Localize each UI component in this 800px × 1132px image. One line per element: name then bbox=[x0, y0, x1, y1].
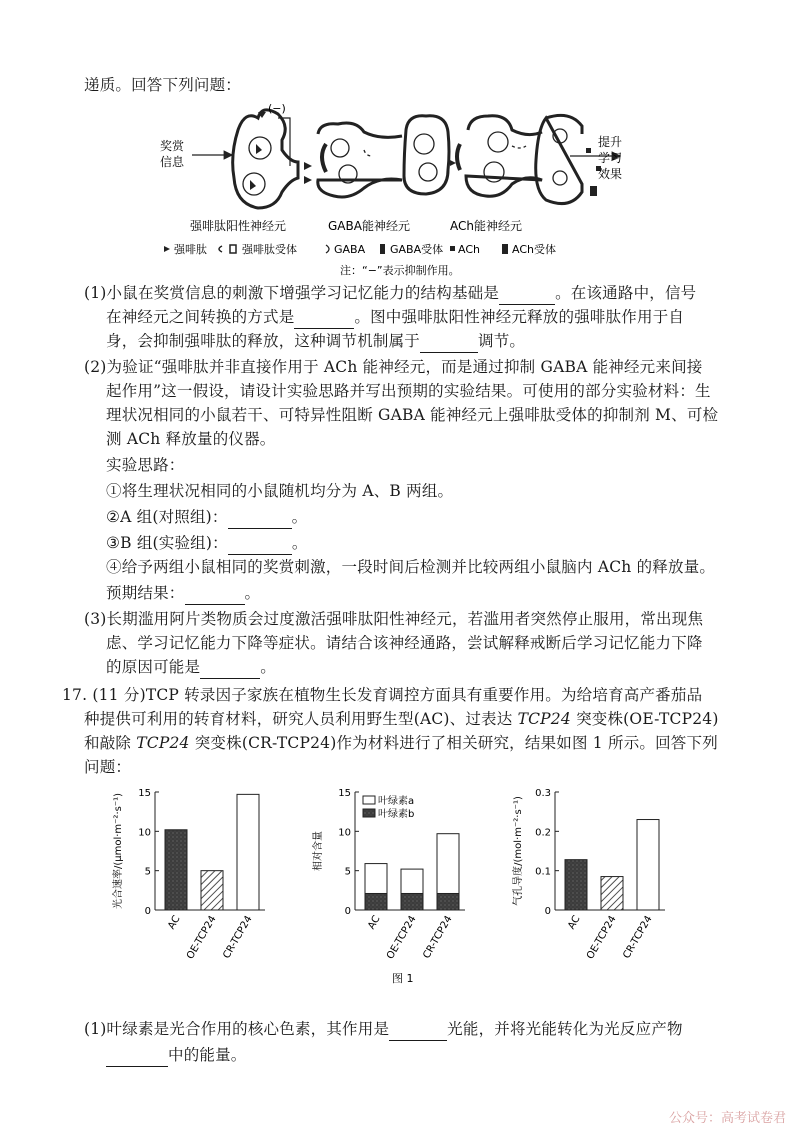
bar-chlorophyll-b bbox=[401, 893, 423, 910]
bar-chlorophyll-b bbox=[437, 893, 459, 910]
x-tick-label: CR-TCP24 bbox=[621, 914, 655, 961]
y-tick-label: 10 bbox=[138, 827, 151, 839]
chart-stomatal-conductance bbox=[511, 788, 665, 961]
q16-part2-line4: 测 ACh 释放量的仪器。 bbox=[106, 430, 276, 448]
neural-pathway-figure bbox=[150, 100, 630, 280]
q16-part2-line6: ①将生理状况相同的小鼠随机均分为 A、B 两组。 bbox=[106, 482, 454, 500]
reward-label-2: 信息 bbox=[160, 155, 185, 169]
x-tick-label: CR-TCP24 bbox=[421, 914, 455, 961]
q16-part3-line2: 虑、学习记忆能力下降等症状。请结合该神经通路，尝试解释戒断后学习记忆能力下降 bbox=[106, 634, 703, 652]
x-tick-label: AC bbox=[166, 914, 183, 932]
neuron-label-ach: ACh能神经元 bbox=[450, 219, 522, 233]
legend-swatch-a bbox=[363, 796, 375, 804]
bar bbox=[637, 820, 659, 910]
q16-part1-line2: 在神经元之间转换的方式是 。图中强啡肽阳性神经元释放的强啡肽作用于自 bbox=[106, 306, 684, 329]
blank-1-2[interactable] bbox=[294, 306, 354, 329]
blank-2-b[interactable] bbox=[228, 532, 292, 555]
y-tick-label: 0 bbox=[344, 906, 351, 917]
x-tick-label: CR-TCP24 bbox=[221, 914, 255, 961]
q16-part2-line2: 起作用”这一假设，请设计实验思路并写出预期的实验结果。可使用的部分实验材料：生 bbox=[106, 382, 711, 400]
legend-gaba: GABA bbox=[334, 243, 366, 256]
bar bbox=[565, 860, 587, 910]
legend-dynorphin: 强啡肽 bbox=[174, 243, 207, 256]
legend-ach-receptor: ACh受体 bbox=[512, 243, 556, 256]
x-tick-label: AC bbox=[566, 914, 583, 932]
legend-label-a: 叶绿素a bbox=[378, 796, 415, 807]
legend-ach: ACh bbox=[458, 243, 480, 256]
y-tick-label: 5 bbox=[144, 866, 151, 878]
ach-neuron bbox=[466, 116, 542, 196]
y-axis-label: 相对含量 bbox=[313, 831, 324, 871]
y-tick-label: 0 bbox=[144, 906, 151, 917]
intro-line: 递质。回答下列问题： bbox=[84, 76, 242, 94]
y-tick-label: 0.1 bbox=[535, 866, 551, 878]
y-tick-label: 0.3 bbox=[535, 788, 551, 799]
bar-chlorophyll-a bbox=[437, 834, 459, 894]
legend-swatch-b bbox=[363, 809, 375, 817]
figure-note: 注：“−”表示抑制作用。 bbox=[340, 264, 460, 277]
q17-line2: 种提供可利用的转育材料，研究人员利用野生型(AC)、过表达 TCP24 突变株(OE-TCP24) bbox=[84, 710, 719, 728]
figure-1-charts bbox=[100, 780, 700, 990]
q16-part2-line8: ③B 组(实验组)： 。 bbox=[106, 532, 308, 555]
outcome-label-3: 效果 bbox=[598, 167, 623, 181]
neuron-label-dynorphin: 强啡肽阳性神经元 bbox=[190, 219, 287, 233]
figure-caption: 图 1 bbox=[392, 972, 414, 985]
x-tick-label: OE-TCP24 bbox=[585, 914, 619, 962]
legend-dynorphin-receptor: 强啡肽受体 bbox=[242, 243, 297, 256]
q17-part1-line2: 中的能量。 bbox=[106, 1044, 247, 1067]
inhibit-mark: (−) bbox=[268, 102, 286, 115]
legend-label-b: 叶绿素b bbox=[378, 809, 415, 820]
q17-part1-line1: (1)叶绿素是光合作用的核心色素，其作用是 光能，并将光能转化为光反应产物 bbox=[84, 1018, 683, 1041]
chart-photosynthesis-rate bbox=[111, 788, 265, 961]
blank-1-3[interactable] bbox=[420, 330, 478, 353]
bar bbox=[237, 794, 259, 910]
reward-label-1: 奖赏 bbox=[160, 139, 185, 153]
gaba-neuron-body bbox=[318, 123, 402, 197]
x-tick-label: AC bbox=[366, 914, 383, 932]
y-axis-label: 气孔导度/(mol·m⁻²·s⁻¹) bbox=[513, 796, 524, 906]
watermark: 公众号：高考试卷君 bbox=[668, 1111, 786, 1126]
q17-line1: 17. (11 分)TCP 转录因子家族在植物生长发育调控方面具有重要作用。为给培育高产番茄品 bbox=[62, 686, 703, 704]
bar-chlorophyll-a bbox=[365, 864, 387, 894]
y-tick-label: 5 bbox=[344, 866, 351, 878]
q16-part2-line7: ②A 组(对照组)： 。 bbox=[106, 506, 307, 529]
x-tick-label: OE-TCP24 bbox=[385, 914, 419, 962]
y-tick-label: 15 bbox=[338, 788, 351, 799]
blank-1-1[interactable] bbox=[499, 282, 555, 305]
q16-part3-line1: (3)长期滥用阿片类物质会过度激活强啡肽阳性神经元，若滥用者突然停止服用，常出现焦 bbox=[84, 610, 704, 628]
chart-chlorophyll-content bbox=[311, 788, 465, 961]
x-tick-label: OE-TCP24 bbox=[185, 914, 219, 962]
neuron-label-gaba: GABA能神经元 bbox=[328, 219, 410, 233]
q17-line4: 问题： bbox=[84, 758, 132, 776]
q16-part1-line3: 身，会抑制强啡肽的释放，这种调节机制属于 调节。 bbox=[106, 330, 525, 353]
y-tick-label: 0.2 bbox=[535, 827, 551, 839]
y-tick-label: 0 bbox=[544, 906, 551, 917]
q16-part2-line10: 预期结果： 。 bbox=[106, 582, 260, 605]
q16-part2-line5: 实验思路： bbox=[106, 456, 185, 474]
blank-17-2[interactable] bbox=[106, 1044, 168, 1067]
q17-line3: 和敲除 TCP24 突变株(CR-TCP24)作为材料进行了相关研究，结果如图 1 所示。回答下列 bbox=[84, 734, 718, 752]
bar bbox=[601, 877, 623, 910]
blank-2-c[interactable] bbox=[185, 582, 245, 605]
q16-part2-line1: (2)为验证“强啡肽并非直接作用于 ACh 能神经元，而是通过抑制 GABA 能神经元来间接 bbox=[84, 358, 703, 376]
blank-17-1[interactable] bbox=[389, 1018, 447, 1041]
q16-part2-line3: 理状况相同的小鼠若干、可特异性阻断 GABA 能神经元上强啡肽受体的抑制剂 M、可检 bbox=[106, 406, 719, 424]
y-axis-label: 光合速率/(μmol·m⁻²·s⁻¹) bbox=[113, 792, 124, 910]
legend-gaba-receptor: GABA受体 bbox=[390, 243, 444, 256]
bar-chlorophyll-a bbox=[401, 869, 423, 893]
q16-part1-line1: (1)小鼠在奖赏信息的刺激下增强学习记忆能力的结构基础是 。在该通路中，信号 bbox=[84, 282, 696, 305]
y-tick-label: 10 bbox=[338, 827, 351, 839]
q16-part2-line9: ④给予两组小鼠相同的奖赏刺激，一段时间后检测并比较两组小鼠脑内 ACh 的释放量。 bbox=[106, 558, 716, 576]
bar bbox=[201, 871, 223, 910]
q16-part3-line3: 的原因可能是 。 bbox=[106, 656, 276, 679]
blank-3[interactable] bbox=[200, 656, 260, 679]
outcome-label-2: 学习 bbox=[598, 151, 623, 165]
bar bbox=[165, 830, 187, 910]
dynorphin-neuron bbox=[233, 110, 298, 208]
outcome-label-1: 提升 bbox=[598, 135, 623, 149]
y-tick-label: 15 bbox=[138, 788, 151, 799]
blank-2-a[interactable] bbox=[228, 506, 292, 529]
bar-chlorophyll-b bbox=[365, 893, 387, 910]
